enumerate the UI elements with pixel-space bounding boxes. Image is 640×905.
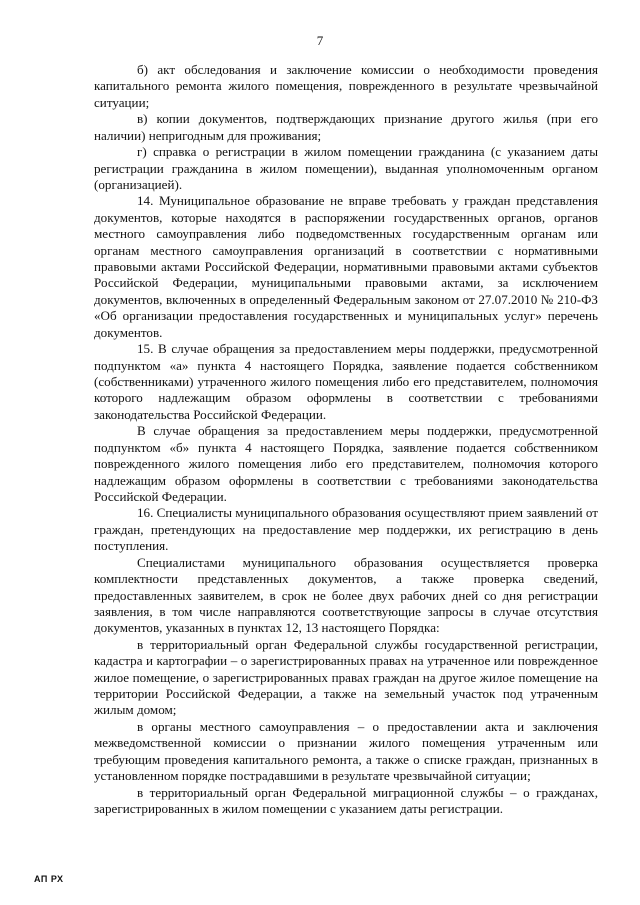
paragraph-act-inspection: б) акт обследования и заключение комиссии о необходимости проведения капитального ремонта жилого помещения, поврежденного в результате чрезвычайной ситуации; — [94, 62, 598, 110]
paragraph-item-16: 16. Специалисты муниципального образования осуществляют прием заявлений от граждан, претендующих на предоставление мер поддержки, их регистрацию в день поступления. — [94, 505, 599, 554]
paragraph-request-migration-service: в территориальный орган Федеральной миграционной службы – о гражданах, зарегистрированных в жилом помещении с указанием даты регистрации. — [94, 784, 598, 816]
paragraph-copies-documents: в) копии документов, подтверждающих признание другого жилья (при его наличии) непригодным для проживания; — [94, 111, 598, 143]
paragraph-item-15: 15. В случае обращения за предоставлением меры поддержки, предусмотренной подпунктом «а» пункта 4 настоящего Порядка, заявление подается собственником (собственниками) утраченного жилого помещения либо его представителем, полномочия которого надлежащим образом оформлены в соответствии с требованиями законодательства Российской Федерации. — [94, 341, 598, 422]
paragraph-verification: Специалистами муниципального образования осуществляется проверка комплектности представленных документов, а также проверка сведений, предоставленных заявителем, в срок не более двух рабочих дней со дня регистрации заявления, в том числе направляются соответствующие запросы в случае отсутствия документов, указанных в пунктах 12, 13 настоящего Порядка: — [94, 554, 598, 636]
paragraph-registration-certificate: г) справка о регистрации в жилом помещении гражданина (с указанием даты регистрации гражданина в жилом помещении), выданная уполномоченным органом (организацией). — [94, 144, 598, 192]
footer-code: АП РХ — [34, 874, 64, 884]
paragraph-item-15-subpoint-b: В случае обращения за предоставлением меры поддержки, предусмотренной подпунктом «б» пункта 4 настоящего Порядка, заявление подается собственником поврежденного жилого помещения либо его представителем, полномочия которого надлежащим образом оформлены в соответствии с требованиями законодательства Российской Федерации. — [94, 423, 598, 504]
page-number: 7 — [316, 33, 324, 48]
paragraph-request-rosreestr: в территориальный орган Федеральной службы государственной регистрации, кадастра и картографии – о зарегистрированных правах на утраченное или поврежденное жилое помещение, о зарегистрированных правах граждан на другое жилое помещение на территории Российской Федерации, а также на земельный участок под утраченным жилым домом; — [94, 636, 598, 718]
paragraph-request-local-government: в органы местного самоуправления – о предоставлении акта и заключения межведомственной комиссии о признании жилого помещения утраченным или требующим проведения капитального ремонта, а также о списке граждан, признанных в установленном порядке пострадавшими в результате чрезвычайной ситуации; — [94, 718, 598, 784]
document-body — [94, 62, 598, 817]
paragraph-item-14: 14. Муниципальное образование не вправе требовать у граждан представления документов, которые находятся в распоряжении государственных органов, органов местного самоуправления либо подведомственных государственным органам или органам местного самоуправления организаций в соответствии с нормативными правовыми актами Российской Федерации, нормативными правовыми актами субъектов Российской Федерации, муниципальными правовыми актами, за исключением документов, включенных в определенный Федеральным законом от 27.07.2010 № 210-ФЗ «Об организации предоставления государственных и муниципальных услуг» перечень документов. — [94, 193, 598, 340]
